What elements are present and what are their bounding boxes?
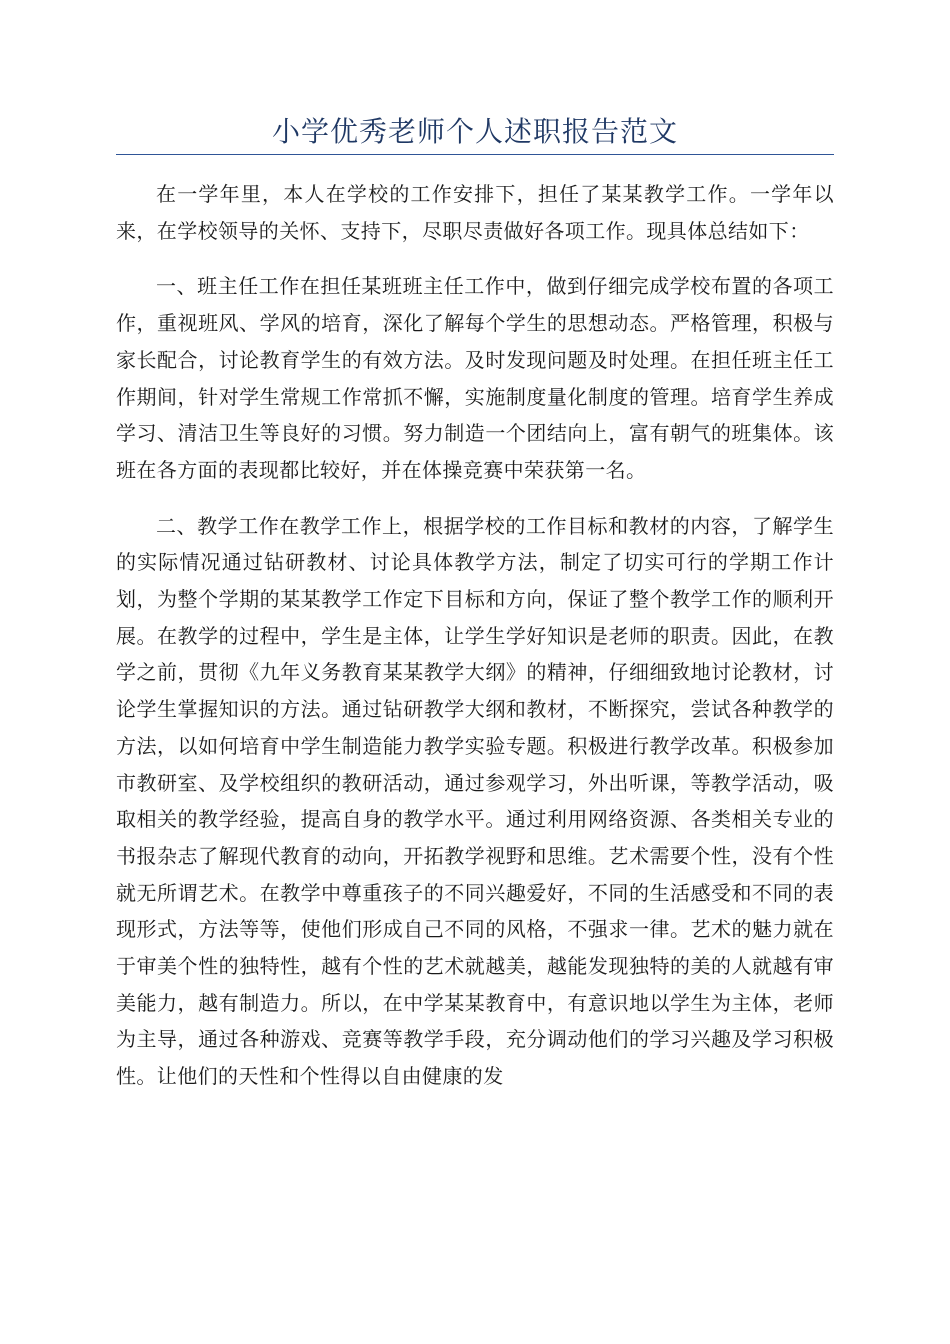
class-teacher-section-paragraph: 一、班主任工作在担任某班班主任工作中，做到仔细完成学校布置的各项工作，重视班风、学风的培育，深化了解每个学生的思想动态。严格管理，积极与家长配合，讨论教育学生的有效方法。及时发现问题及时处理。在担任班主任工作期间，针对学生常规工作常抓不懈，实施制度量化制度的管理。培育学生养成学习、清洁卫生等良好的习惯。努力制造一个团结向上，富有朝气的班集体。该班在各方面的表现都比较好，并在体操竞赛中荣获第一名。 <box>116 274 834 482</box>
page-title: 小学优秀老师个人述职报告范文 <box>271 115 678 148</box>
intro-paragraph: 在一学年里，本人在学校的工作安排下，担任了某某教学工作。一学年以来，在学校领导的关怀、支持下，尽职尽责做好各项工作。现具体总结如下： <box>116 182 834 243</box>
title-underline <box>116 154 834 155</box>
title-block <box>116 112 834 155</box>
teaching-section-paragraph: 二、教学工作在教学工作上，根据学校的工作目标和教材的内容，了解学生的实际情况通过钻研教材、讨论具体教学方法，制定了切实可行的学期工作计划，为整个学期的某某教学工作定下目标和方向，保证了整个教学工作的顺利开展。在教学的过程中，学生是主体，让学生学好知识是老师的职责。因此，在教学之前，贯彻《九年义务教育某某教学大纲》的精神，仔细细致地讨论教材，讨论学生掌握知识的方法。通过钻研教学大纲和教材，不断探究，尝试各种教学的方法，以如何培育中学生制造能力教学实验专题。积极进行教学改革。积极参加市教研室、及学校组织的教研活动，通过参观学习，外出听课，等教学活动，吸取相关的教学经验，提高自身的教学水平。通过利用网络资源、各类相关专业的书报杂志了解现代教育的动向，开拓教学视野和思维。艺术需要个性，没有个性就无所谓艺术。在教学中尊重孩子的不同兴趣爱好，不同的生活感受和不同的表现形式，方法等等，使他们形成自己不同的风格，不强求一律。艺术的魅力就在于审美个性的独特性，越有个性的艺术就越美，越能发现独特的美的人就越有审美能力，越有制造力。所以，在中学某某教育中，有意识地以学生为主体，老师为主导，通过各种游戏、竞赛等教学手段，充分调动他们的学习兴趣及学习积极性。让他们的天性和个性得以自由健康的发 <box>116 513 834 1089</box>
document-body <box>116 176 834 1114</box>
